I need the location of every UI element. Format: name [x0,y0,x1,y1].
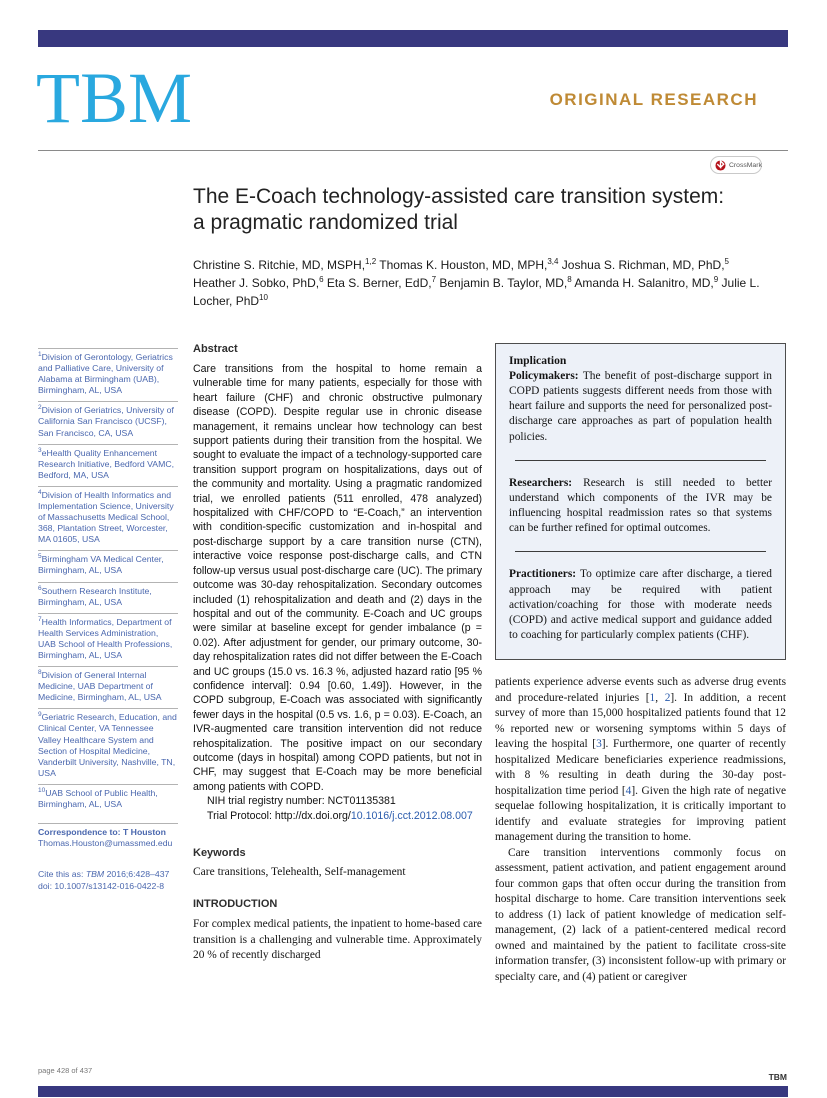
implication-divider [515,551,766,552]
abstract-text: Care transitions from the hospital to home remain a vulnerable time for many patients, especially for those with heart failure (CHF) and chronic obstructive pulmonary disease (COPD). Despite regular use in chronic disease management, it remains unclear how technology can best support patients during their transition from the hospital. We sought to evaluate the impact of a technology-supported care transition support program on hospitalizations, days out of the community and mortality. Using a pragmatic randomized trial, we enrolled patients (511 enrolled, 478 analyzed) hospitalized with CHF/COPD to “E-Coach,” an intervention with condition-specific customization and in-hospital and post-discharge support by a care transition nurse (CTN), interactive voice response post-discharge calls, and CTN follow-up versus usual post-discharge care (UC). The primary outcome was 30-day rehospitalization. Secondary outcomes included (1) rehospitalization and death and (2) days in the hospital and out of the community. E-Coach and UC groups were similar at baseline except for gender imbalance (p = 0.02). After adjustment for gender, our primary outcome, 30-day rehospitalization rates did not differ between the E-Coach and UC groups (15.0 vs. 16.3 %, adjusted hazard ratio [95 % confidence interval]: 0.94 [0.60, 1.49]). However, in the COPD subgroup, E-Coach was associated with significantly fewer days in the hospital (0.5 vs. 1.6, p = 0.03). E-Coach, an IVR-augmented care transition intervention did not reduce rehospitalization. The positive impact on our secondary outcome (days in hospital) among COPD patients, but not in CHF, may suggest that E-Coach may be more beneficial among patients with COPD. [193,363,482,793]
author-affiliation-ref: 1,2 [365,257,377,266]
affiliation-item: $^1$Division of Gerontology, Geriatrics and Palliative Care, University of Alabama at Birmingham (UAB), Birmingham, AL, USA [38,348,178,401]
cite-as-line [38,869,178,880]
text-segment: , [655,691,665,704]
author-name: Thomas K. Houston, MD, MPH, [376,258,548,272]
text-segment: TBM [85,869,105,880]
article-title [193,184,773,235]
author-name: Amanda H. Salanitro, MD, [571,276,714,290]
author-affiliation-ref: 6 [319,275,324,284]
affiliations-list [38,348,178,815]
doi-line: doi: 10.1007/s13142-016-0422-8 [38,880,165,891]
author-name: Benjamin B. Taylor, MD, [436,276,568,290]
author-affiliation-ref: 7 [431,275,437,284]
author-affiliation-ref: 9 [713,275,719,284]
affiliation-item: $^6$Southern Research Institute, Birmingham, AL, USA [38,582,178,613]
footer-journal-label: TBM [768,1072,787,1082]
crossmark-badge[interactable] [710,156,762,174]
crossmark-label: CrossMark [729,161,762,169]
implication-divider [515,460,766,461]
implication-section-label: Practitioners: [509,568,580,581]
author-affiliation-ref: 5 [724,257,729,266]
author-affiliation-ref: 8 [567,275,572,284]
page-number: page 428 of 437 [38,1066,93,1075]
implication-section: Practitioners: To optimize care after discharge, a tiered approach may be required with patient activation/coaching for those with moderate needs (COPD) and active medical support and guidance added to coaching for particularly complex patients (CHF). [509,568,772,642]
crossmark-icon [715,160,726,171]
body-paragraph-2: Care transition interventions commonly focus on assessment, patient activation, and patient engagement around four common gaps that often occur during the transition from hospital discharge to home. Care transition interventions seek to address (1) lack of patient knowledge of medication self-management, (2) lack of a patient-centered medical record owned and maintained by the patient to facilitate cross-site information transfer, (3) inconsistent follow-up with primary or specialty care, and (4) patient or caregiver [495,846,786,983]
inline-link[interactable]: 10.1016/j.cct.2012.08.007 [350,809,473,822]
sidebar [38,348,178,892]
text-segment: Cite this as: [38,869,86,880]
top-accent-bar [38,30,788,47]
body-paragraph-1 [495,675,786,846]
introduction-text: For complex medical patients, the inpatient to home-based care transition is a challenging and vulnerable time. Approximately 20 % of recently discharged [193,918,482,962]
inline-link[interactable]: 2 [664,691,671,704]
implication-box [495,343,786,660]
bottom-accent-bar [38,1086,788,1097]
author-name: Joshua S. Richman, MD, PhD, [558,258,725,272]
introduction-heading: INTRODUCTION [193,898,278,910]
correspondence-block [38,823,178,849]
author-name: Eta S. Berner, EdD, [323,276,432,290]
title-line1: The E-Coach technology-assisted care transition system: [193,185,725,208]
citation-block [38,869,178,891]
text-segment: Trial Protocol: http://dx.doi.org/ [207,809,351,822]
inline-link[interactable]: 4 [625,784,632,797]
implication-section: Policymakers: The benefit of post-discharge support in COPD patients suggests different needs from those with heart failure and supports the need for personalized post-discharge care approaches as part of population health policies. [509,370,772,443]
text-segment: ]. Given the high rate of negative sequelae following hospitalization, it is critically important to identify and evaluate strategies for improving patient management during the transition to home. [495,784,786,844]
implication-section-label: Policymakers: [509,370,583,382]
article-type-label: ORIGINAL RESEARCH [549,90,758,109]
affiliation-item: $^8$Division of General Internal Medicine, UAB Department of Medicine, Birmingham, AL, USA [38,666,178,708]
implication-section: Researchers: Research is still needed to better understand which components of the IVR may be influencing hospital readmission rates so that systems can be further refined for optimal outcomes. [509,476,772,535]
abstract-heading: Abstract [193,343,238,355]
header-divider [38,150,788,151]
implication-section-label: Researchers: [509,476,584,489]
implication-sections [509,369,772,643]
keywords-heading: Keywords [193,847,246,859]
correspondence-email-link[interactable]: Thomas.Houston@umassmed.edu [38,838,173,849]
title-line2: a pragmatic randomized trial [193,210,458,234]
nih-registry-line: NIH trial registry number: NCT01135381 [207,795,396,808]
inline-link[interactable]: 3 [596,738,602,751]
right-column [495,343,786,985]
implication-heading: Implication [509,354,567,367]
inline-link[interactable]: 1 [649,691,656,704]
trial-protocol-line [193,809,482,823]
affiliation-item: $^2$Division of Geriatrics, University of California San Francisco (UCSF), San Francisco, CA, USA [38,401,178,443]
author-list [193,256,773,310]
affiliation-item: $^4$Division of Health Informatics and Implementation Science, University of Massachusetts Medical School, 368, Plantation Street, Worcester, MA 01605, USA [38,486,178,551]
affiliation-item: $^3$eHealth Quality Enhancement Research Initiative, Bedford VAMC, Bedford, MA, USA [38,444,178,486]
author-name: Christine S. Ritchie, MD, MSPH, [193,258,366,272]
text-segment: ]. Furthermore, one quarter of recently hospitalized Medicare beneficiaries experience readmissions, with 8 % resulting in death during the 30-day post-hospitalization time period [ [495,738,786,797]
text-segment: ]. In addition, a recent survey of more than 15,000 hospitalized patients found that 12 % reported new or worsening symptoms within 5 days of leaving the hospital [ [495,691,786,751]
journal-logo: TBM [36,58,193,138]
keywords-text: Care transitions, Telehealth, Self-management [193,866,406,878]
affiliation-item: $^5$Birmingham VA Medical Center, Birmingham, AL, USA [38,550,178,581]
author-name: Heather J. Sobko, PhD, [193,276,320,290]
abstract-column [193,343,482,964]
text-segment: patients experience adverse events such as adverse drug events and procedure-related injuries [ [495,676,786,704]
affiliation-item: $^{10}$UAB School of Public Health, Birmingham, AL, USA [38,784,178,815]
author-affiliation-ref: 10 [259,293,268,302]
text-segment: 2016;6:428–437 [104,869,170,880]
affiliation-item: $^9$Geriatric Research, Education, and Clinical Center, VA Tennessee Valley Healthcare System and Section of Hospital Medicine, Vanderbilt University, Nashville, TN, USA [38,708,178,784]
affiliation-item: $^7$Health Informatics, Department of Health Services Administration, UAB School of Health Professions, Birmingham, AL, USA [38,613,178,666]
correspondence-label: Correspondence to: T Houston [38,827,166,838]
author-name: Julie L. Locher, PhD [193,276,760,308]
author-affiliation-ref: 3,4 [547,257,559,266]
